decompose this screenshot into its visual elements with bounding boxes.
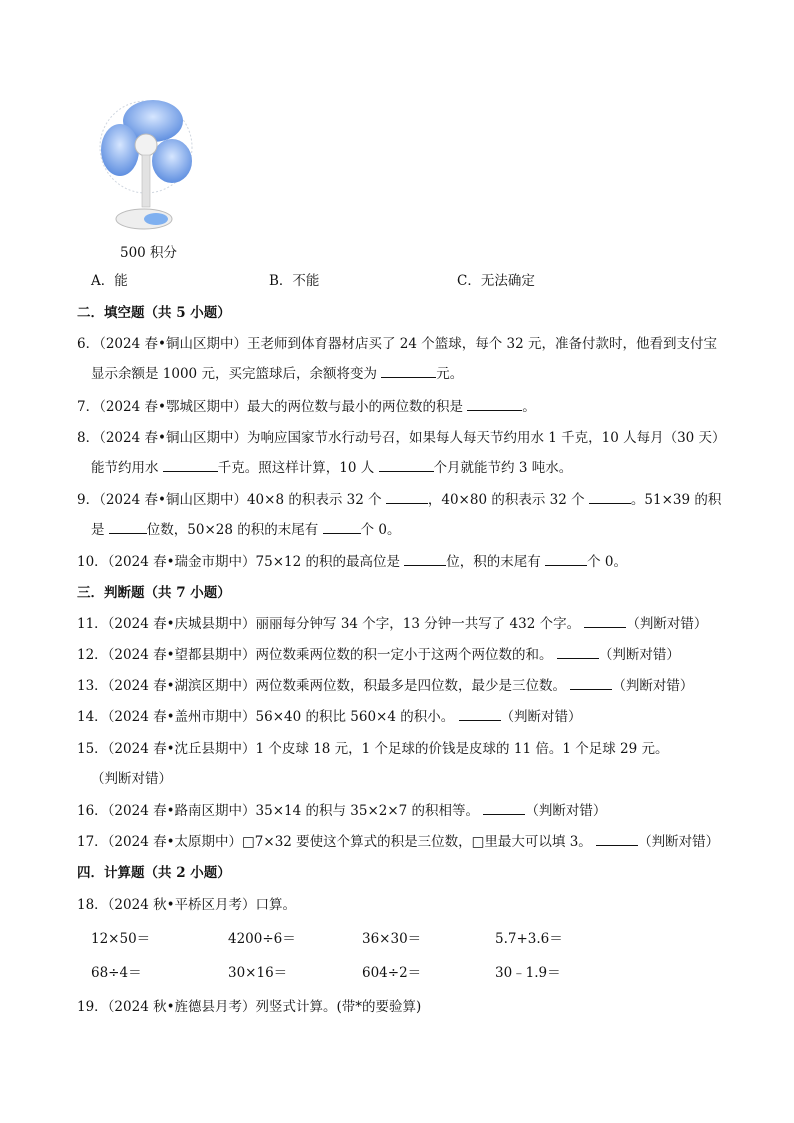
answer-blank[interactable] <box>381 364 436 378</box>
answer-blank[interactable] <box>467 397 522 411</box>
option-c: C．无法确定 <box>457 273 535 289</box>
q6-line2: 显示余额是 1000 元，买完篮球后，余额将变为 元。 <box>91 366 464 382</box>
q7: 7．（2024 春•鄂城区期中）最大的两位数与最小的两位数的积是 。 <box>77 399 536 415</box>
q6-line1: 6．（2024 春•铜山区期中）王老师到体育器材店买了 24 个篮球，每个 32 元，准备付款时，他看到支付宝 <box>77 336 717 352</box>
calc-item: 4200÷6＝ <box>228 931 296 947</box>
q8-line2: 能节约用水 千克。照这样计算，10 人 个月就能节约 3 吨水。 <box>91 460 573 476</box>
answer-blank[interactable] <box>323 520 361 534</box>
calc-item: 68÷4＝ <box>91 965 142 981</box>
q12: 12．（2024 春•望都县期中）两位数乘两位数的积一定小于这两个两位数的和。 （判断对错） <box>77 647 680 663</box>
q16: 16．（2024 春•路南区期中）35×14 的积与 35×2×7 的积相等。 （判断对错） <box>77 803 607 819</box>
q8-line1: 8．（2024 春•铜山区期中）为响应国家节水行动号召，如果每人每天节约用水 1 千克，10 人每月（30 天） <box>77 430 726 446</box>
answer-blank[interactable] <box>109 520 147 534</box>
option-b: B．不能 <box>269 273 320 289</box>
answer-blank[interactable] <box>404 552 446 566</box>
q15-line2: （判断对错） <box>91 771 172 787</box>
calc-item: 12×50＝ <box>91 931 151 947</box>
fan-image <box>98 95 198 237</box>
answer-blank[interactable] <box>483 801 525 815</box>
answer-blank[interactable] <box>589 490 631 504</box>
q15-line1: 15．（2024 春•沈丘县期中）1 个皮球 18 元，1 个足球的价钱是皮球的 11 倍。1 个足球 29 元。 <box>77 741 669 757</box>
q9-line2: 是 位数，50×28 的积的末尾有 个 0。 <box>91 522 401 538</box>
answer-blank[interactable] <box>570 676 612 690</box>
fan-caption: 500 积分 <box>120 245 178 261</box>
answer-blank[interactable] <box>545 552 587 566</box>
q9-line1: 9．（2024 春•铜山区期中）40×8 的积表示 32 个 ，40×80 的积表示 32 个 。51×39 的积 <box>77 492 722 508</box>
calc-item: 604÷2＝ <box>362 965 422 981</box>
q13: 13．（2024 春•湖滨区期中）两位数乘两位数，积最多是四位数，最少是三位数。 （判断对错） <box>77 678 694 694</box>
answer-blank[interactable] <box>163 458 218 472</box>
calc-item: 30×16＝ <box>228 965 288 981</box>
section-fill-heading: 二．填空题（共 5 小题） <box>77 305 231 321</box>
q17: 17．（2024 春•太原期中）□7×32 要使这个算式的积是三位数，□里最大可以填 3。 （判断对错） <box>77 834 720 850</box>
option-a: A．能 <box>91 273 128 289</box>
q19-title: 19．（2024 秋•旌德县月考）列竖式计算。(带*的要验算) <box>77 999 422 1015</box>
answer-blank[interactable] <box>584 614 626 628</box>
answer-blank[interactable] <box>386 490 428 504</box>
calc-item: 30﹣1.9＝ <box>495 965 561 981</box>
section-calc-heading: 四．计算题（共 2 小题） <box>77 865 231 881</box>
answer-blank[interactable] <box>557 645 599 659</box>
q11: 11．（2024 春•庆城县期中）丽丽每分钟写 34 个字，13 分钟一共写了 432 个字。 （判断对错） <box>77 616 708 632</box>
calc-item: 5.7+3.6＝ <box>495 931 563 947</box>
q18-title: 18．（2024 秋•平桥区月考）口算。 <box>77 897 297 913</box>
answer-blank[interactable] <box>459 707 501 721</box>
section-judge-heading: 三．判断题（共 7 小题） <box>77 585 231 601</box>
calc-item: 36×30＝ <box>362 931 422 947</box>
answer-blank[interactable] <box>379 458 434 472</box>
answer-blank[interactable] <box>596 832 638 846</box>
q14: 14．（2024 春•盖州市期中）56×40 的积比 560×4 的积小。 （判断对错） <box>77 709 582 725</box>
q10: 10．（2024 春•瑞金市期中）75×12 的积的最高位是 位，积的末尾有 个 0。 <box>77 554 627 570</box>
